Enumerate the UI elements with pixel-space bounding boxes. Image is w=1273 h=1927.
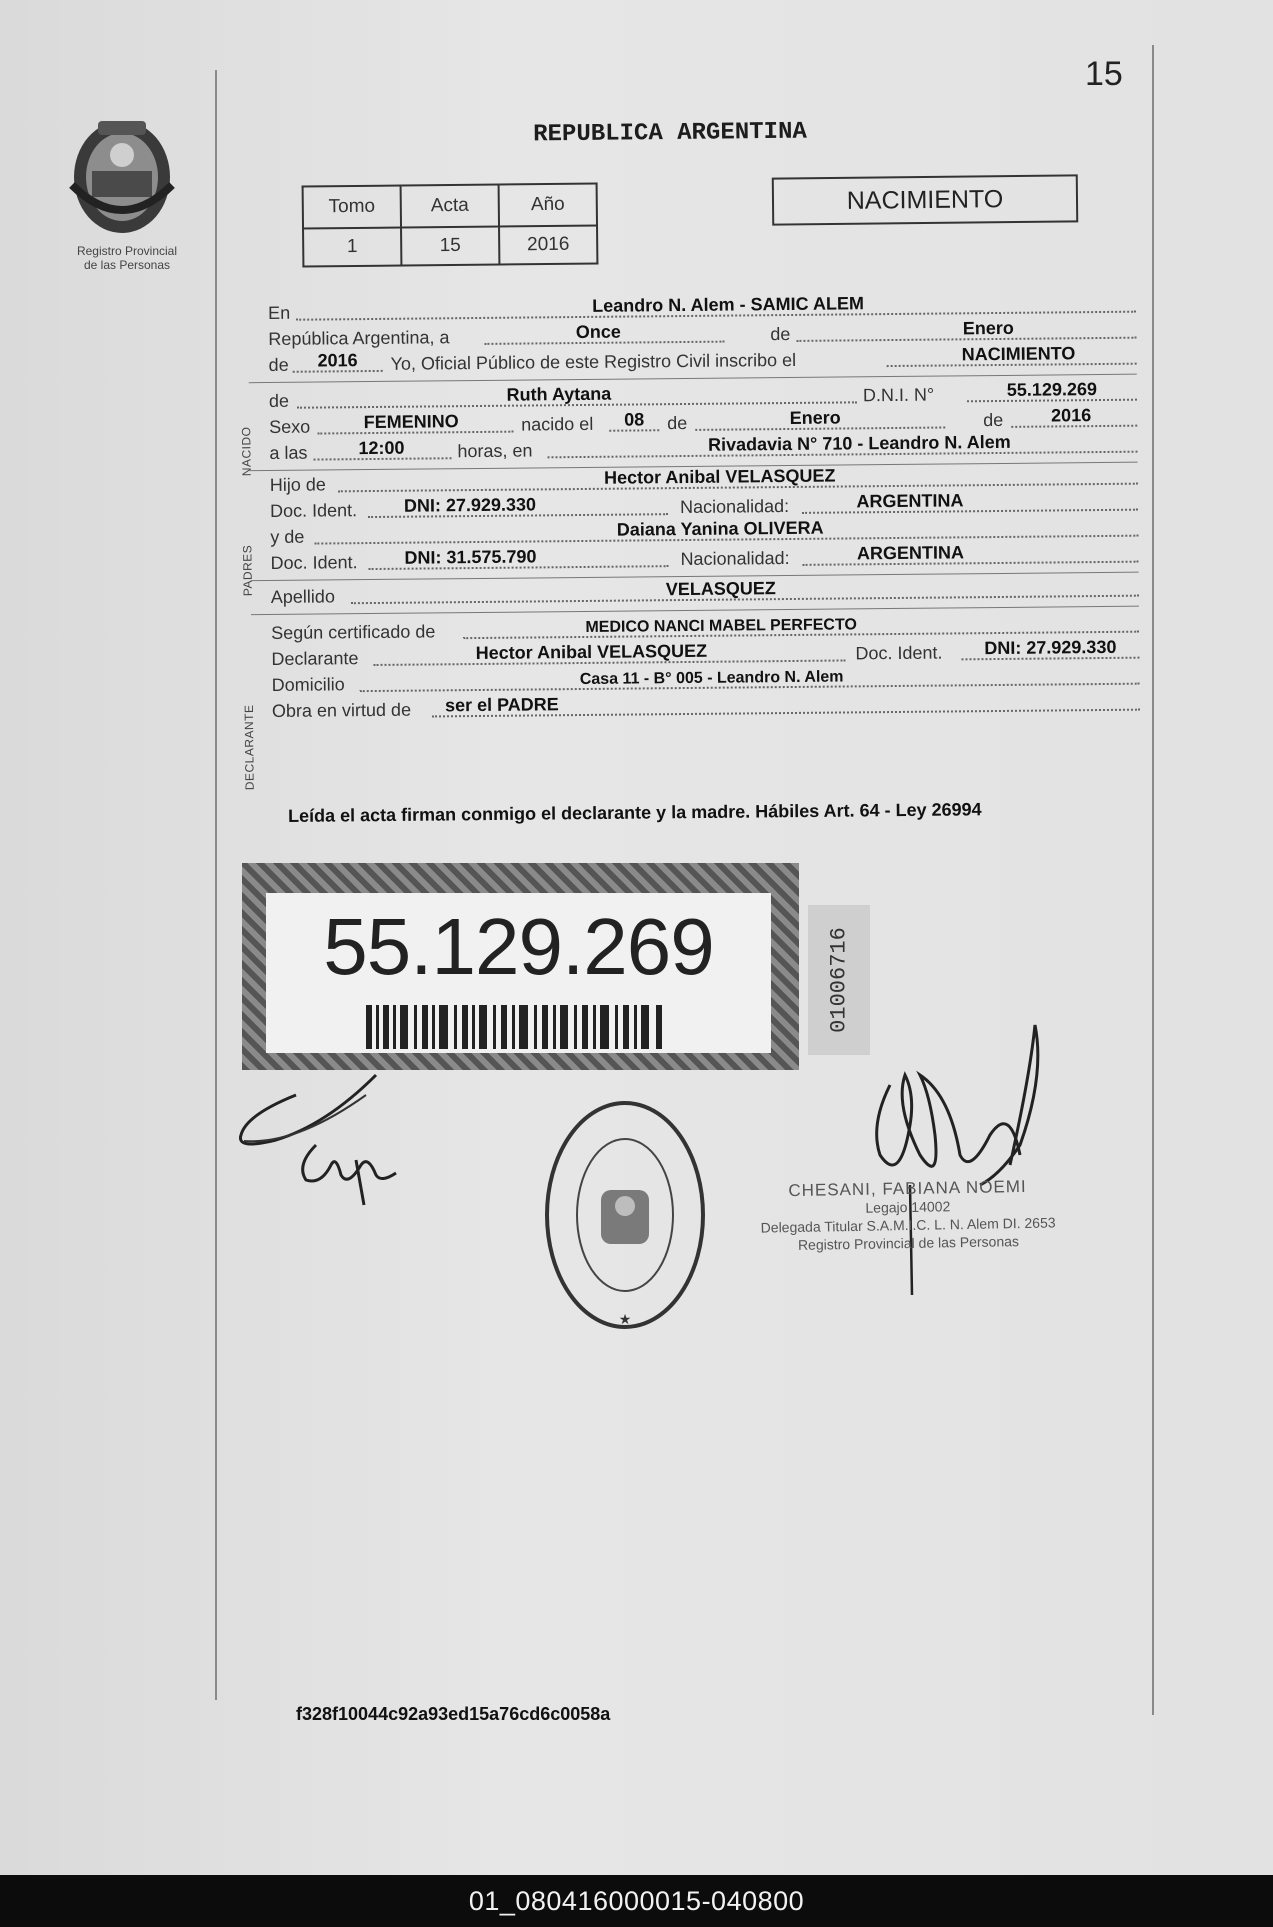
logo-caption bbox=[62, 244, 192, 272]
label-hijo: Hijo de bbox=[269, 474, 326, 495]
header-tomo: Tomo bbox=[303, 186, 401, 229]
birth-record-form bbox=[239, 292, 1136, 791]
label-horas: horas, en bbox=[457, 440, 533, 462]
closing-note: Leída el acta firman conmigo el declarante y la madre. Hábiles Art. 64 - Ley 26994 bbox=[287, 799, 982, 826]
value-father-doc: DNI: 27.929.330 bbox=[403, 494, 537, 516]
label-en: En bbox=[268, 302, 291, 323]
value-father-nat: ARGENTINA bbox=[856, 490, 964, 512]
barcode-icon bbox=[366, 1005, 666, 1049]
value-time: 12:00 bbox=[358, 437, 405, 459]
label-nacionalidad: Nacionalidad: bbox=[680, 548, 790, 570]
value-mother: Daiana Yanina OLIVERA bbox=[616, 517, 824, 540]
logo-caption-line1: Registro Provincial bbox=[76, 244, 178, 258]
svg-text:★: ★ bbox=[618, 1311, 632, 1327]
label-dni: D.N.I. N° bbox=[862, 384, 935, 406]
value-tomo: 1 bbox=[303, 228, 401, 267]
sticker-number: 55.129.269 bbox=[323, 902, 714, 991]
value-birth-month: Enero bbox=[789, 407, 841, 428]
officer-role: Delegada Titular S.A.M.I.C. L. N. Alem DI. 2653 bbox=[760, 1214, 1056, 1236]
side-label-declarante: DECLARANTE bbox=[241, 704, 257, 791]
coat-of-arms-icon bbox=[62, 115, 192, 235]
row-time-place bbox=[269, 432, 1137, 466]
file-code-bar bbox=[0, 1875, 1273, 1927]
row-mother-doc bbox=[270, 542, 1138, 576]
value-ano: 2016 bbox=[499, 225, 597, 264]
value-certificate: MEDICO NANCI MABEL PERFECTO bbox=[585, 616, 857, 636]
value-birth-year: 2016 bbox=[1051, 405, 1092, 426]
value-day-text: Once bbox=[575, 321, 621, 343]
value-declarant-doc: DNI: 27.929.330 bbox=[984, 636, 1117, 659]
value-acta: 15 bbox=[401, 226, 499, 265]
value-address: Casa 11 - B° 005 - Leandro N. Alem bbox=[579, 668, 844, 689]
header-acta: Acta bbox=[401, 184, 499, 227]
value-birth-day: 08 bbox=[624, 409, 645, 430]
value-dni: 55.129.269 bbox=[1006, 379, 1098, 400]
label-de: de bbox=[983, 409, 1004, 431]
file-code: 01_080416000015-040800 bbox=[468, 1886, 805, 1916]
mother-signature-icon bbox=[236, 1055, 426, 1215]
label-sexo: Sexo bbox=[269, 416, 311, 437]
label-yo: Yo, Oficial Público de este Registro Civil inscribo el bbox=[390, 349, 797, 374]
document-hash: f328f10044c92a93ed15a76cd6c0058a bbox=[296, 1704, 611, 1724]
officer-name: CHESANI, FABIANA NOEMI bbox=[788, 1176, 1027, 1201]
value-declarant: Hector Anibal VELASQUEZ bbox=[475, 640, 708, 664]
value-birth-place: Rivadavia N° 710 - Leandro N. Alem bbox=[707, 431, 1011, 455]
value-month: Enero bbox=[962, 317, 1014, 339]
value-capacity: ser el PADRE bbox=[444, 694, 559, 716]
value-name: Ruth Aytana bbox=[506, 383, 612, 405]
value-mother-doc: DNI: 31.575.790 bbox=[404, 546, 537, 568]
left-margin-line bbox=[215, 70, 217, 1700]
value-place: Leandro N. Alem - SAMIC ALEM bbox=[592, 293, 864, 316]
label-obra: Obra en virtud de bbox=[271, 699, 412, 721]
officer-office: Registro Provincial de las Personas bbox=[797, 1233, 1020, 1253]
label-doc: Doc. Ident. bbox=[270, 552, 358, 573]
value-father: Hector Anibal VELASQUEZ bbox=[603, 465, 836, 488]
label-domicilio: Domicilio bbox=[271, 674, 345, 695]
officer-signature-icon bbox=[860, 1015, 1060, 1305]
label-a-las: a las bbox=[269, 442, 308, 463]
label-apellido: Apellido bbox=[270, 586, 335, 607]
label-de: de bbox=[268, 354, 289, 375]
label-de: de bbox=[770, 323, 791, 345]
id-number-sticker bbox=[242, 863, 799, 1070]
provincial-registry-logo bbox=[62, 115, 192, 272]
header-ano: Año bbox=[499, 183, 597, 226]
right-margin-line bbox=[1152, 45, 1154, 1715]
sticker-label bbox=[266, 893, 771, 1053]
value-surname: VELASQUEZ bbox=[665, 578, 776, 600]
official-seal-icon bbox=[535, 1090, 715, 1340]
side-label-padres: PADRES bbox=[240, 544, 255, 597]
label-republica: República Argentina, a bbox=[268, 327, 450, 349]
record-type-box: NACIMIENTO bbox=[772, 174, 1078, 225]
value-sex: FEMENINO bbox=[363, 411, 459, 433]
label-nacionalidad: Nacionalidad: bbox=[679, 496, 790, 518]
row-surname bbox=[271, 576, 1139, 610]
officer-legajo: Legajo 14002 bbox=[865, 1198, 951, 1216]
document-title: REPUBLICA ARGENTINA bbox=[533, 118, 807, 149]
officer-stamp bbox=[727, 1177, 1088, 1255]
label-y-de: y de bbox=[270, 526, 305, 547]
serial-number: 01006716 bbox=[826, 927, 852, 1033]
label-declarante: Declarante bbox=[271, 648, 359, 669]
label-declarant-doc: Doc. Ident. bbox=[855, 642, 943, 664]
value-inscribe: NACIMIENTO bbox=[961, 343, 1076, 365]
registry-table bbox=[302, 182, 599, 267]
logo-caption-line2: de las Personas bbox=[83, 258, 171, 272]
label-doc: Doc. Ident. bbox=[269, 500, 358, 521]
page-number: 15 bbox=[1085, 55, 1123, 93]
value-mother-nat: ARGENTINA bbox=[856, 542, 965, 564]
side-label-nacido: NACIDO bbox=[239, 426, 254, 477]
label-segun: Según certificado de bbox=[271, 621, 436, 643]
label-de: de bbox=[268, 390, 290, 411]
value-year: 2016 bbox=[317, 350, 358, 371]
label-de: de bbox=[667, 412, 688, 434]
label-nacido: nacido el bbox=[521, 413, 594, 435]
